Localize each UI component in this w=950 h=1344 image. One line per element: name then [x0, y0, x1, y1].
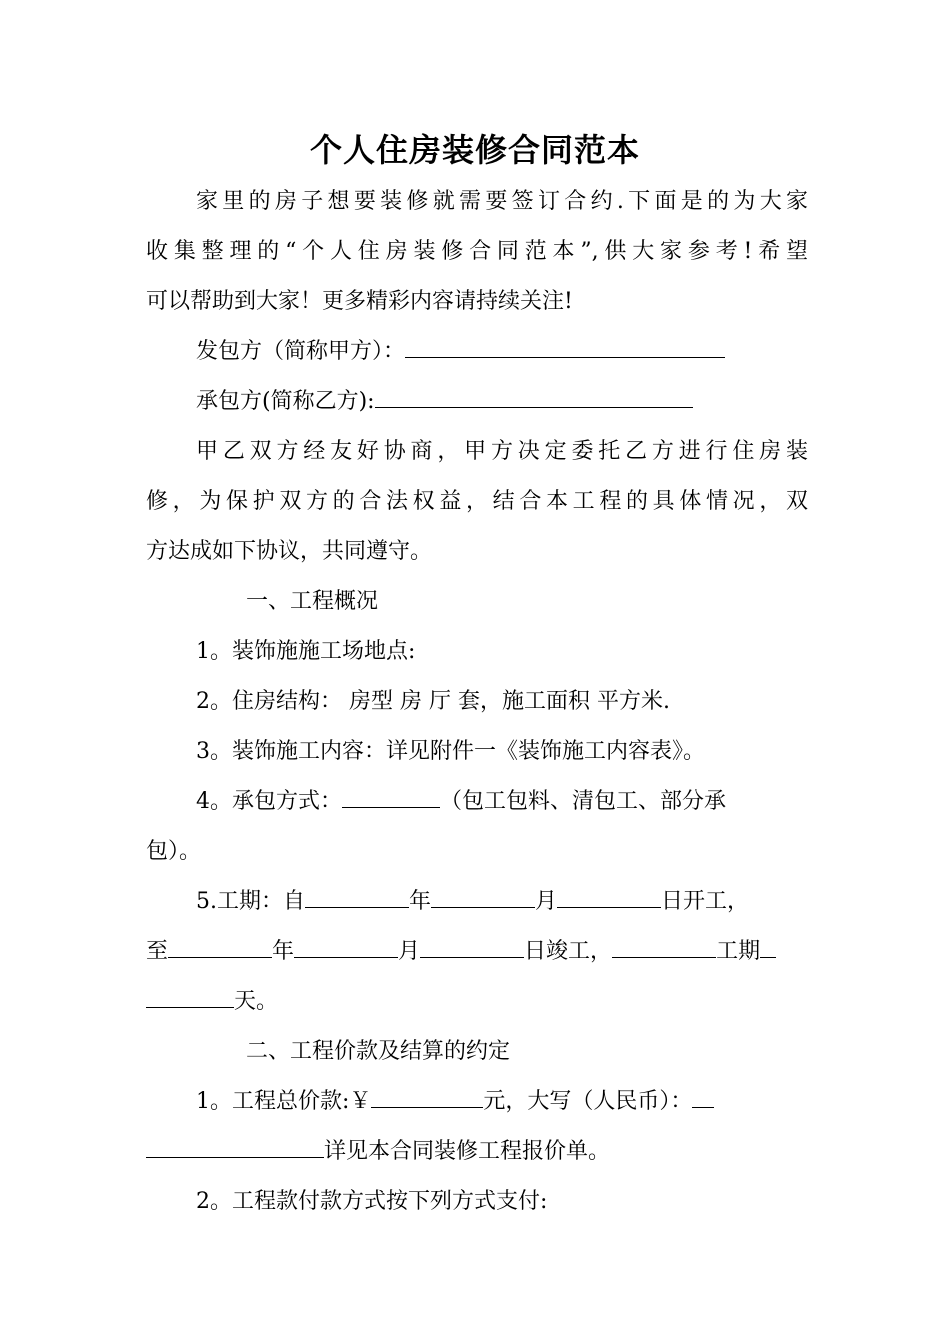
party-b-blank[interactable]	[375, 384, 693, 408]
price-line-2	[146, 1127, 808, 1177]
days-label: 天。	[234, 989, 279, 1014]
section-1-item-1: 1。装饰施施工场地点:	[196, 639, 416, 664]
party-a-label: 发包方（简称甲方）：	[196, 339, 406, 364]
party-b-label: 承包方(简称乙方):	[196, 389, 375, 414]
end-month-blank[interactable]	[294, 934, 398, 958]
document-body	[146, 177, 808, 1227]
item-5-line-1	[146, 877, 808, 927]
section-1-item-2: 2。住房结构： 房型 房 厅 套，施工面积 平方米.	[196, 689, 670, 714]
start-month-blank[interactable]	[431, 884, 535, 908]
intro-line-1: 家里的房子想要装修就需要签订合约.下面是的为大家	[196, 189, 808, 214]
price-line-1	[146, 1077, 808, 1127]
agreement-line-2: 修，为保护双方的合法权益，结合本工程的具体情况，双	[146, 489, 808, 514]
section-1-item-3: 3。装饰施工内容：详见附件一《装饰施工内容表》。	[196, 739, 705, 764]
party-a-line	[146, 327, 808, 377]
party-a-blank[interactable]	[405, 334, 725, 358]
intro-line-3: 可以帮助到大家！更多精彩内容请持续关注!	[146, 289, 573, 314]
item-5-line-3	[146, 977, 808, 1027]
start-label: 日开工，	[661, 889, 750, 914]
end-month-label: 月	[398, 939, 421, 964]
agreement-line-3: 方达成如下协议，共同遵守。	[146, 539, 433, 564]
period-label: 工期	[716, 939, 761, 964]
total-price-label: 1。工程总价款:￥	[196, 1089, 372, 1114]
section-2-item-2: 2。工程款付款方式按下列方式支付:	[196, 1189, 548, 1214]
end-year-blank[interactable]	[168, 934, 272, 958]
agreement-paragraph	[146, 427, 808, 577]
price-detail-label: 详见本合同装修工程报价单。	[324, 1139, 611, 1164]
intro-paragraph	[146, 177, 808, 327]
uppercase-blank-start[interactable]	[692, 1084, 714, 1108]
item-4-line-2: 包）。	[146, 839, 202, 864]
period-type-blank[interactable]	[612, 934, 716, 958]
end-year-label: 年	[272, 939, 295, 964]
intro-line-2: 收集整理的“个人住房装修合同范本”,供大家参考!希望	[146, 239, 808, 264]
item-4-options: （包工包料、清包工、部分承	[440, 789, 727, 814]
start-year-label: 年	[409, 889, 432, 914]
start-year-blank[interactable]	[305, 884, 409, 908]
start-day-blank[interactable]	[557, 884, 661, 908]
item-5-line-2	[146, 927, 808, 977]
total-price-blank[interactable]	[371, 1084, 483, 1108]
section-2-item-1	[146, 1077, 808, 1177]
section-1-item-4	[146, 777, 808, 877]
item-5-label: 5.工期：自	[196, 889, 305, 914]
item-4-blank[interactable]	[342, 784, 440, 808]
party-b-line	[146, 377, 808, 427]
agreement-line-1: 甲乙双方经友好协商，甲方决定委托乙方进行住房装	[196, 439, 808, 464]
section-2-heading: 二、工程价款及结算的约定	[246, 1039, 511, 1064]
end-label: 日竣工，	[524, 939, 613, 964]
start-month-label: 月	[535, 889, 558, 914]
end-to-label: 至	[146, 939, 169, 964]
uppercase-label: 元，大写（人民币）：	[483, 1089, 693, 1114]
section-1-item-5	[146, 877, 808, 1027]
document-title: 个人住房装修合同范本	[309, 131, 640, 169]
item-4-label: 4。承包方式：	[196, 789, 342, 814]
period-days-blank[interactable]	[146, 984, 234, 1008]
section-1-heading: 一、工程概况	[246, 589, 379, 614]
end-day-blank[interactable]	[420, 934, 524, 958]
item-4-line-1	[146, 777, 808, 827]
period-days-blank-start[interactable]	[760, 934, 776, 958]
uppercase-blank[interactable]	[146, 1134, 324, 1158]
